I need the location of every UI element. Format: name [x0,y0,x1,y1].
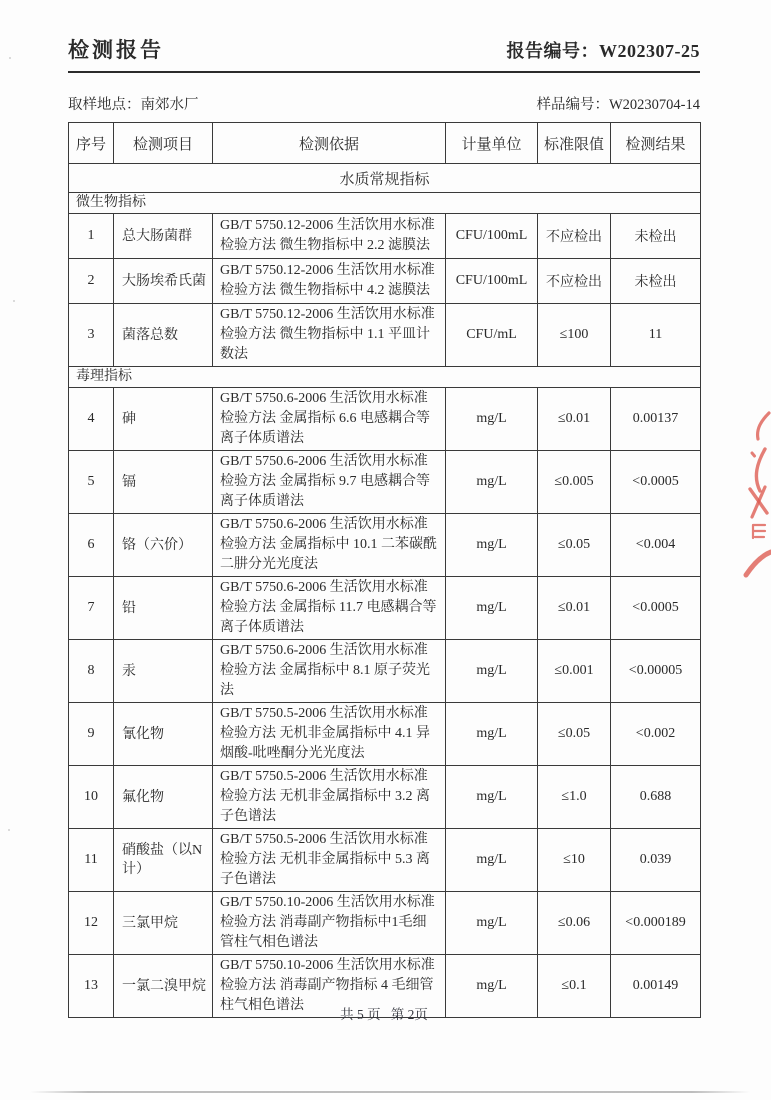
cell-unit: CFU/100mL [446,259,538,304]
report-header [68,34,700,64]
cell-unit: mg/L [446,703,538,766]
cell-item: 菌落总数 [114,304,213,367]
cell-seq: 3 [69,304,114,367]
header-divider [68,71,700,73]
cell-result: 0.00137 [611,388,701,451]
scan-speck [13,300,15,302]
cell-basis: GB/T 5750.6-2006 生活饮用水标准检验方法 金属指标 11.7 电感耦合等离子体质谱法 [213,577,446,640]
cell-item: 硝酸盐（以N计） [114,829,213,892]
cell-seq: 1 [69,214,114,259]
cell-basis: GB/T 5750.10-2006 生活饮用水标准检验方法 消毒副产物指标中1毛细管柱气相色谱法 [213,892,446,955]
table-row [69,829,701,892]
red-seal-fragment [743,403,771,581]
sampling-location: 取样地点：南郊水厂 [68,97,199,113]
scan-speck [9,57,11,59]
col-header-seq: 序号 [69,123,114,164]
table-row [69,304,701,367]
table-row [69,451,701,514]
cell-result: 0.688 [611,766,701,829]
cell-basis: GB/T 5750.10-2006 生活饮用水标准检验方法 消毒副产物指标 4 毛细管柱气相色谱法 [213,955,446,1018]
cell-basis: GB/T 5750.6-2006 生活饮用水标准检验方法 金属指标中 10.1 二苯碳酰二肼分光光度法 [213,514,446,577]
cell-limit: ≤0.05 [538,703,611,766]
col-header-item: 检测项目 [114,123,213,164]
cell-item: 氟化物 [114,766,213,829]
cell-basis: GB/T 5750.12-2006 生活饮用水标准检验方法 微生物指标中 1.1 平皿计数法 [213,304,446,367]
sample-number: 样品编号：W20230704-14 [536,97,700,113]
cell-item: 三氯甲烷 [114,892,213,955]
cell-item: 大肠埃希氏菌 [114,259,213,304]
cell-limit: ≤0.06 [538,892,611,955]
cell-seq: 5 [69,451,114,514]
scan-edge-shadow [30,1091,750,1093]
cell-result: <0.002 [611,703,701,766]
cell-limit: ≤0.1 [538,955,611,1018]
cell-unit: mg/L [446,640,538,703]
table-row [69,892,701,955]
col-header-limit: 标准限值 [538,123,611,164]
cell-seq: 2 [69,259,114,304]
table-row [69,388,701,451]
group-row-toxicological [69,367,701,388]
table-header-row [69,123,701,164]
category-row [69,164,701,193]
cell-result: 未检出 [611,259,701,304]
cell-basis: GB/T 5750.6-2006 生活饮用水标准检验方法 金属指标中 8.1 原子荧光法 [213,640,446,703]
cell-seq: 6 [69,514,114,577]
cell-basis: GB/T 5750.5-2006 生活饮用水标准检验方法 无机非金属指标中 3.2 离子色谱法 [213,766,446,829]
cell-limit: ≤1.0 [538,766,611,829]
cell-basis: GB/T 5750.5-2006 生活饮用水标准检验方法 无机非金属指标中 5.3 离子色谱法 [213,829,446,892]
cell-result: <0.000189 [611,892,701,955]
cell-item: 铅 [114,577,213,640]
cell-item: 一氯二溴甲烷 [114,955,213,1018]
table-row [69,259,701,304]
pagination: 共 5 页 第 2页 [340,1007,428,1022]
cell-limit: ≤0.01 [538,577,611,640]
cell-limit: ≤0.05 [538,514,611,577]
cell-limit: ≤0.01 [538,388,611,451]
group-label-toxicological: 毒理指标 [69,367,701,388]
cell-seq: 8 [69,640,114,703]
cell-seq: 11 [69,829,114,892]
col-header-unit: 计量单位 [446,123,538,164]
cell-result: 0.039 [611,829,701,892]
cell-seq: 10 [69,766,114,829]
cell-seq: 9 [69,703,114,766]
cell-unit: mg/L [446,514,538,577]
cell-item: 汞 [114,640,213,703]
cell-unit: mg/L [446,829,538,892]
cell-result: <0.0005 [611,577,701,640]
cell-limit: ≤100 [538,304,611,367]
table-row [69,766,701,829]
table-row [69,640,701,703]
cell-unit: mg/L [446,451,538,514]
cell-basis: GB/T 5750.6-2006 生活饮用水标准检验方法 金属指标 6.6 电感耦合等离子体质谱法 [213,388,446,451]
cell-result: <0.00005 [611,640,701,703]
cell-limit: ≤0.005 [538,451,611,514]
cell-limit: ≤10 [538,829,611,892]
cell-unit: mg/L [446,766,538,829]
table-row [69,214,701,259]
cell-item: 镉 [114,451,213,514]
test-results-table [68,122,701,1018]
cell-result: 0.00149 [611,955,701,1018]
cell-limit: 不应检出 [538,214,611,259]
cell-basis: GB/T 5750.12-2006 生活饮用水标准检验方法 微生物指标中 2.2 滤膜法 [213,214,446,259]
cell-basis: GB/T 5750.5-2006 生活饮用水标准检验方法 无机非金属指标中 4.1 异烟酸-吡唑酮分光光度法 [213,703,446,766]
cell-item: 铬（六价） [114,514,213,577]
cell-item: 砷 [114,388,213,451]
group-label-microbial: 微生物指标 [69,193,701,214]
cell-limit: 不应检出 [538,259,611,304]
cell-result: <0.004 [611,514,701,577]
cell-basis: GB/T 5750.6-2006 生活饮用水标准检验方法 金属指标 9.7 电感耦合等离子体质谱法 [213,451,446,514]
cell-limit: ≤0.001 [538,640,611,703]
col-header-basis: 检测依据 [213,123,446,164]
cell-seq: 13 [69,955,114,1018]
cell-unit: CFU/100mL [446,214,538,259]
col-header-result: 检测结果 [611,123,701,164]
cell-basis: GB/T 5750.12-2006 生活饮用水标准检验方法 微生物指标中 4.2 滤膜法 [213,259,446,304]
table-row [69,577,701,640]
cell-seq: 7 [69,577,114,640]
cell-unit: mg/L [446,892,538,955]
cell-result: 未检出 [611,214,701,259]
cell-item: 总大肠菌群 [114,214,213,259]
category-label: 水质常规指标 [69,164,701,193]
table-row [69,703,701,766]
cell-unit: mg/L [446,577,538,640]
cell-unit: mg/L [446,388,538,451]
cell-result: <0.0005 [611,451,701,514]
report-number: 报告编号：W202307-25 [506,41,700,61]
cell-item: 氰化物 [114,703,213,766]
cell-seq: 12 [69,892,114,955]
page-title: 检测报告 [68,38,164,62]
sample-info-row [68,93,700,114]
scan-speck [8,829,10,831]
cell-unit: mg/L [446,955,538,1018]
cell-result: 11 [611,304,701,367]
group-row-microbial [69,193,701,214]
cell-unit: CFU/mL [446,304,538,367]
table-row [69,514,701,577]
cell-seq: 4 [69,388,114,451]
